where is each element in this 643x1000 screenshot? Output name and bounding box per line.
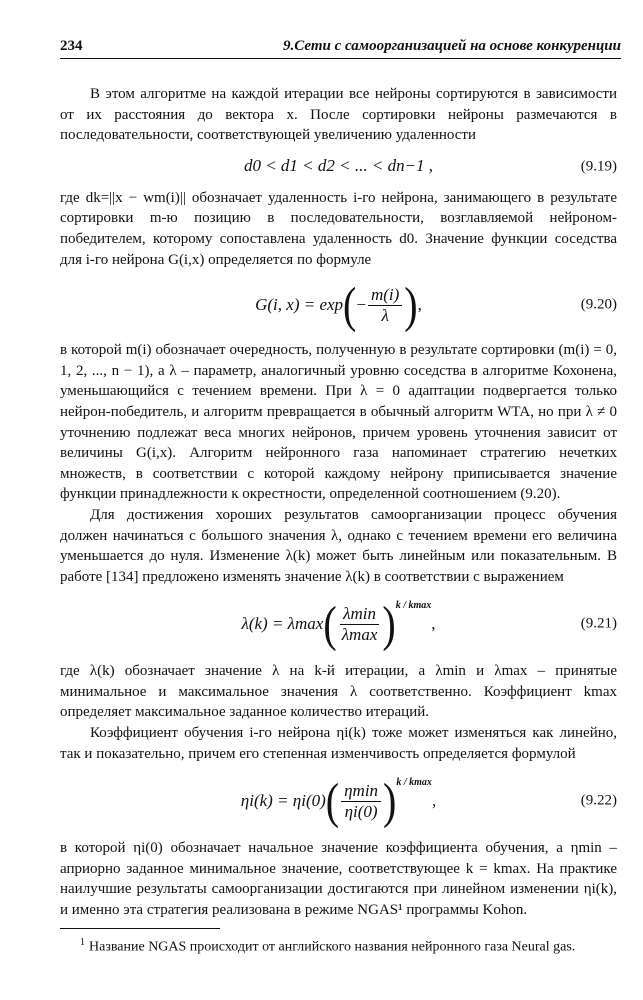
equation-9-22-number: (9.22) [580,792,617,809]
equation-9-22-numerator: ηmin [341,781,381,802]
equation-9-22-exponent: k / kmax [396,776,432,788]
equation-9-22: ηi(k) = ηi(0) ( $\frac{\eta\min}{\eta i(0)}$ ) $^{k / kmax}$ , (9.22) [240,772,617,829]
equation-9-21-number: (9.21) [580,615,617,632]
main-text [60,84,617,921]
equation-9-21-fraction [339,604,381,645]
paragraph-5: где λ(k) обозначает значение λ на k-й итерации, а λmin и λmax – принятые минимальное и максимальное значения λ соответственно. Коэффициент kmax определяет максимальное заданное количество итераций. [60,663,617,721]
paragraph-3: в которой m(i) обозначает очередность, полученную в результате сортировки (m(i) = 0, 1, 2, ..., n − 1), а λ – параметр, аналогичный уровню соседства в алгоритме Кохонена, уменьшающийся с течением времени. При λ = 0 адаптации подвергается только нейрон-победитель, и алгоритм превращается в обычный алгоритм WTA, но при λ ≠ 0 уточнению подлежат веса многих нейронов, причем уровень уточнения зависит от величины G(i,x). Алгоритм нейронного газа напоминает стратегию нечетких множеств, в соответствии с которой каждому нейрону приписывается значение функции принадлежности к окрестности, определенной соотношением (9.20). [60,342,617,503]
page-number: 234 [60,38,83,54]
equation-9-20-denominator: λ [381,305,389,325]
footnote [80,934,621,957]
equation-9-19-formula: d0 < d1 < d2 < ... < dn−1 , [243,156,434,176]
equation-9-19-number: (9.19) [580,158,617,175]
equation-9-21-lhs: λ(k) = λmax [241,613,324,633]
equation-9-20-lhs: G(i, x) = exp [255,294,344,314]
equation-9-21-denominator: λmax [341,624,378,644]
footnote-text: Название NGAS происходит от английского названия нейронного газа Neural gas. [89,939,576,955]
equation-9-20-number: (9.20) [580,296,617,313]
paragraph-1: В этом алгоритме на каждой итерации все нейроны сортируются в зависимости от их расстояния до вектора x. После сортировки нейроны размечаются в последовательности, соответствующей увеличению удаленности [60,86,617,144]
running-header [60,36,621,59]
equation-9-21-numerator: λmin [340,604,379,625]
paragraph-7: в которой ηi(0) обозначает начальное значение коэффициента обучения, а ηmin – априорно заданное минимальное значение, соответствующее k = kmax. На практике наилучшие результаты самоорганизации достигаются при линейном изменении ηi(k), и именно эта стратегия реализована в режиме NGAS¹ программы Kohon. [60,840,617,919]
equation-9-19 [60,152,617,182]
equation-9-22-fraction [341,781,381,822]
paragraph-6: Коэффициент обучения i-го нейрона ηi(k) тоже может изменяться как линейно, так и показательно, причем его степенная изменчивость определяется формулой [60,725,617,762]
equation-9-21-exponent: k / kmax [395,599,432,611]
footnote-divider [60,928,220,929]
equation-9-20-fraction [368,285,402,326]
equation-9-20-numerator: m(i) [368,285,402,306]
chapter-title: 9.Сети с самоорганизацией на основе конкуренции [283,38,621,54]
footnote-mark: 1 [80,937,85,948]
equation-9-20: G(i, x) = exp ( − $\frac{m(i)}{\lambda}$ ) , (9.20) [255,276,617,333]
paragraph-4: Для достижения хороших результатов самоорганизации процесс обучения должен начинаться с большого значения λ, однако с течением времени его величина уменьшается до нуля. Изменение λ(k) может быть линейным или показательным. В работе [134] предложено изменять значение λ(k) в соответствии с выражением [60,506,617,585]
equation-9-22-denominator: ηi(0) [344,801,378,821]
paragraph-2: где dk=||x − wm(i)|| обозначает удаленность i-го нейрона, занимающего в результате сортировки m-ю позицию в последовательности, возглавляемой нейроном-победителем, которому сопоставлена удаленность d0. Значение функции соседства для i-го нейрона G(i,x) определяется по формуле [60,189,617,268]
equation-9-21: λ(k) = λmax ( $\frac{\lambda\min}{\lambda\max}$ ) $^{k / kmax}$ , (9.21) [241,595,617,652]
equation-9-22-lhs: ηi(k) = ηi(0) [240,790,326,810]
